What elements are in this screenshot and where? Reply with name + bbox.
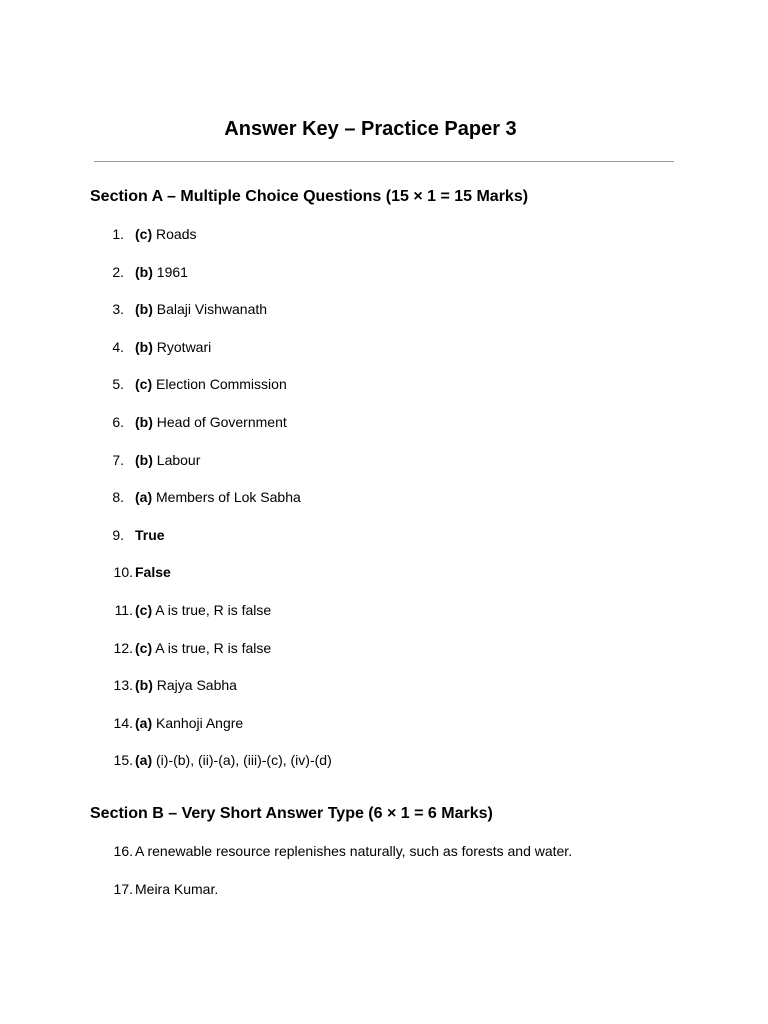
answer-number: 16. <box>113 843 133 859</box>
answer-number: 7. <box>112 451 124 468</box>
page-title: Answer Key – Practice Paper 3 <box>224 118 517 140</box>
answer-text: True <box>135 526 165 543</box>
answer-number: 5. <box>112 376 124 393</box>
answer-number: 12. <box>113 639 133 656</box>
answer-number: 6. <box>112 413 124 430</box>
answer-text: A is true, R is false <box>155 639 272 656</box>
section-b-heading: Section B – Very Short Answer Type (6 × 1 = 6 Marks) <box>90 805 493 822</box>
answer-number: 1. <box>112 226 124 242</box>
answer-option: (b) <box>135 451 153 468</box>
answer-option: (b) <box>135 338 153 355</box>
answer-option: (b) <box>135 263 153 280</box>
answer-option: (c) <box>135 601 153 618</box>
answer-text: Members of Lok Sabha <box>156 489 301 506</box>
answer-number: 2. <box>112 263 124 280</box>
answer-text: A renewable resource replenishes naturally, such as forests and water. <box>135 843 573 859</box>
answer-option: (c) <box>135 639 153 656</box>
answer-number: 14. <box>113 714 133 731</box>
answer-text: Labour <box>156 451 201 468</box>
answer-text: Head of Government <box>156 413 287 430</box>
answer-number: 11. <box>114 601 133 618</box>
answer-option: (c) <box>135 226 153 242</box>
section-a-heading: Section A – Multiple Choice Questions (15 × 1 = 15 Marks) <box>90 188 529 205</box>
answer-text: Meira Kumar. <box>135 880 219 897</box>
answer-number: 3. <box>112 301 124 318</box>
answer-text: 1961 <box>156 263 188 280</box>
answer-number: 8. <box>112 489 124 506</box>
answer-option: (b) <box>135 301 153 318</box>
answer-number: 10. <box>113 564 133 581</box>
answer-number: 4. <box>112 338 124 355</box>
answer-text: Kanhoji Angre <box>156 714 244 731</box>
answer-number: 15. <box>113 752 133 769</box>
answer-text: Election Commission <box>156 376 287 393</box>
answer-option: (a) <box>135 714 153 731</box>
answer-text: False <box>135 564 171 581</box>
title-divider <box>94 161 674 162</box>
answer-option: (b) <box>135 677 153 694</box>
answer-option: (b) <box>135 413 153 430</box>
answer-number: 9. <box>112 526 124 543</box>
answer-text: Rajya Sabha <box>156 677 237 694</box>
answer-number: 13. <box>113 677 133 694</box>
answer-option: (c) <box>135 376 153 393</box>
answer-text: A is true, R is false <box>155 601 272 618</box>
answer-number: 17. <box>113 880 133 897</box>
answer-option: (a) <box>135 752 153 769</box>
answer-text: (i)-(b), (ii)-(a), (iii)-(c), (iv)-(d) <box>156 752 332 769</box>
answer-text: Balaji Vishwanath <box>156 301 268 318</box>
answer-text: Ryotwari <box>156 338 212 355</box>
answer-option: (a) <box>135 489 153 506</box>
answer-text: Roads <box>156 226 197 242</box>
